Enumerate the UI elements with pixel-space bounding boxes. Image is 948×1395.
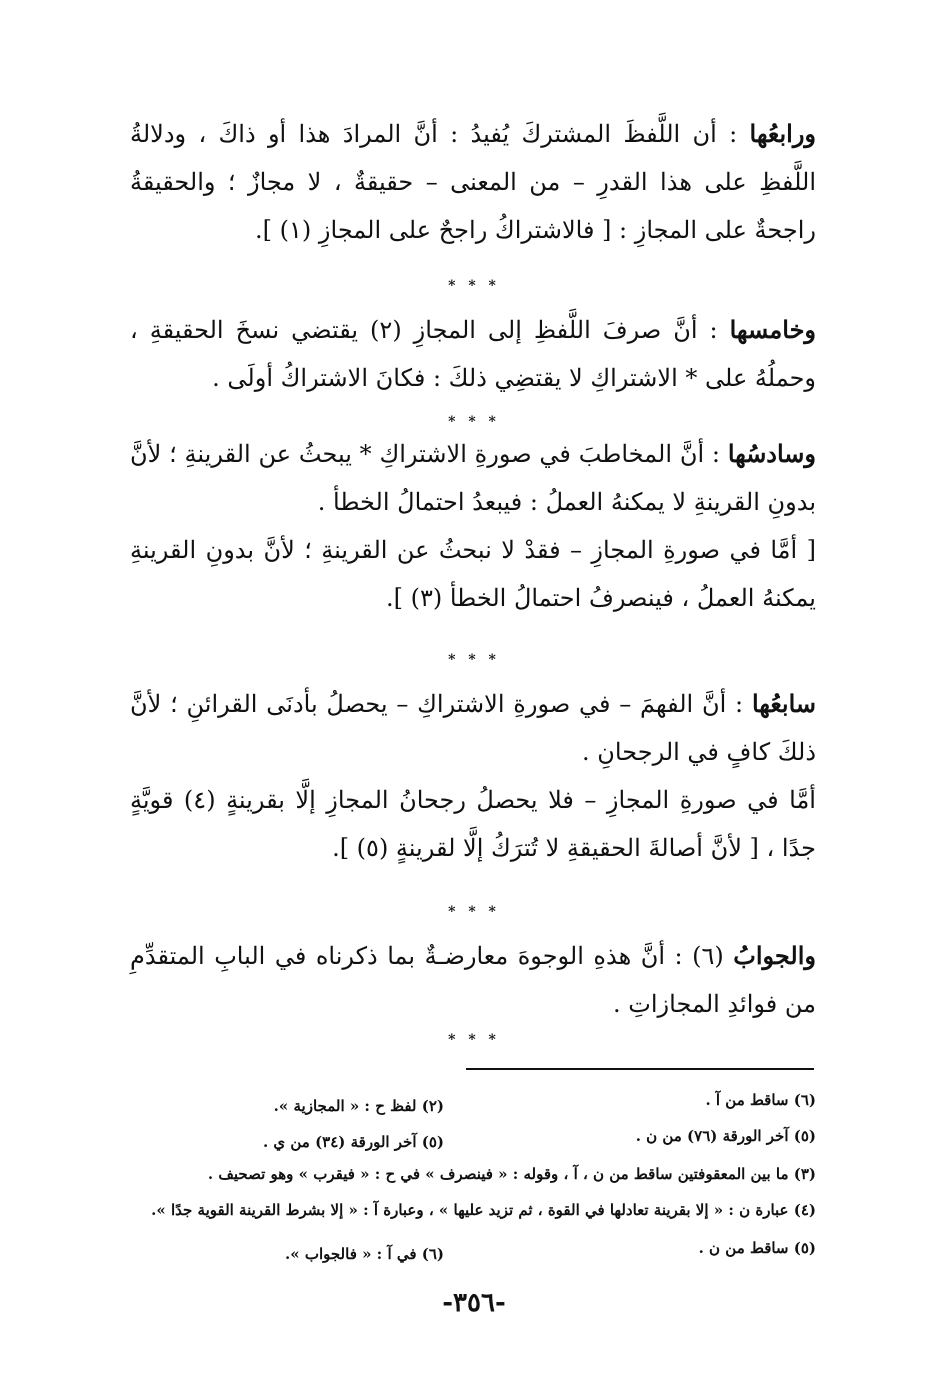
paragraph-text: : أن اللَّفظَ المشتركَ يُفيدُ : أنَّ المرادَ هذا أو ذاكَ ، ودلالةُ اللَّفظِ على هذا القدرِ – من المعنى – حقيقةٌ ، لا مجازٌ ؛ والحقيقةُ راجحةٌ على المجازِ : [ فالاشتراكُ راجحٌ على المجازِ (١) ]. bbox=[130, 120, 816, 244]
page-number: -٣٥٦- bbox=[442, 1288, 506, 1318]
paragraph-lead: سابعُها bbox=[751, 689, 816, 718]
footnote-rule bbox=[466, 1068, 814, 1070]
paragraph-sixth-continued bbox=[130, 526, 816, 622]
paragraph-lead: ورابعُها bbox=[749, 119, 816, 148]
footnote-5-b: (٥) آخر الورقة (٣٤) من ي . bbox=[262, 1133, 444, 1151]
footnote-3: (٣) ما بين المعقوفتين ساقط من ن ، آ ، وقوله : « فينصرف » في ح : « فيقرب » وهو تصحيف . bbox=[207, 1165, 816, 1183]
paragraph-text: : أنَّ المخاطبَ في صورةِ الاشتراكِ * يبحثُ عن القرينةِ ؛ لأنَّ بدونِ القرينةِ لا يمكنهُ العملُ : فيبعدُ احتمالُ الخطأ . bbox=[130, 440, 816, 516]
footnote-2: (٢) لفظ ح : « المجازية ». bbox=[273, 1097, 444, 1115]
footnote-5-c: (٥) ساقط من ن . bbox=[698, 1239, 816, 1257]
section-separator: * * * bbox=[448, 414, 500, 430]
paragraph-text: : أنَّ صرفَ اللَّفظِ إلى المجازِ (٢) يقتضي نسخَ الحقيقةِ ، وحملُهُ على * الاشتراكِ لا يقتضِي ذلكَ : فكانَ الاشتراكُ أولَى . bbox=[130, 316, 816, 392]
paragraph-lead: والجوابُ bbox=[733, 941, 816, 970]
section-separator: * * * bbox=[448, 904, 500, 920]
footnote-6-a: (٦) ساقط من آ . bbox=[705, 1091, 816, 1109]
footnote-5-a: (٥) آخر الورقة (٧٦) من ن . bbox=[635, 1127, 816, 1145]
footnote-4: (٤) عبارة ن : « إلا بقرينة تعادلها في القوة ، ثم تزيد عليها » ، وعبارة آ : « إلا بشرط القرينة القوية جدًا ». bbox=[151, 1201, 816, 1219]
section-separator: * * * bbox=[448, 1032, 500, 1048]
paragraph-sixth bbox=[130, 430, 816, 526]
paragraph-fourth bbox=[130, 110, 816, 254]
paragraph-lead: وسادسُها bbox=[727, 439, 816, 468]
section-separator: * * * bbox=[448, 278, 500, 294]
footnote-6-b: (٦) في آ : « فالجواب ». bbox=[285, 1245, 444, 1263]
paragraph-fifth bbox=[130, 306, 816, 402]
paragraph-seventh bbox=[130, 680, 816, 776]
paragraph-lead: وخامسها bbox=[729, 315, 816, 344]
section-separator: * * * bbox=[448, 652, 500, 668]
paragraph-text: (٦) : أنَّ هذهِ الوجوهَ معارضـةٌ بما ذكرناه في البابِ المتقدِّمِ من فوائدِ المجازاتِ . bbox=[130, 942, 816, 1018]
paragraph-text: أمَّا في صورةِ المجازِ – فلا يحصلُ رجحانُ المجازِ إلَّا بقرينةٍ (٤) قويَّةٍ جدًا ، [ لأنَّ أصالةَ الحقيقةِ لا تُترَكُ إلَّا لقرينةٍ (٥) ]. bbox=[130, 786, 816, 862]
paragraph-text: [ أمَّا في صورةِ المجازِ – فقدْ لا نبحثُ عن القرينةِ ؛ لأنَّ بدونِ القرينةِ يمكنهُ العملُ ، فينصرفُ احتمالُ الخطأ (٣) ]. bbox=[130, 536, 816, 612]
paragraph-answer bbox=[130, 932, 816, 1028]
paragraph-seventh-continued bbox=[130, 776, 816, 872]
paragraph-text: : أنَّ الفهمَ – في صورةِ الاشتراكِ – يحصلُ بأدنَى القرائنِ ؛ لأنَّ ذلكَ كافٍ في الرجحانِ . bbox=[130, 690, 816, 766]
